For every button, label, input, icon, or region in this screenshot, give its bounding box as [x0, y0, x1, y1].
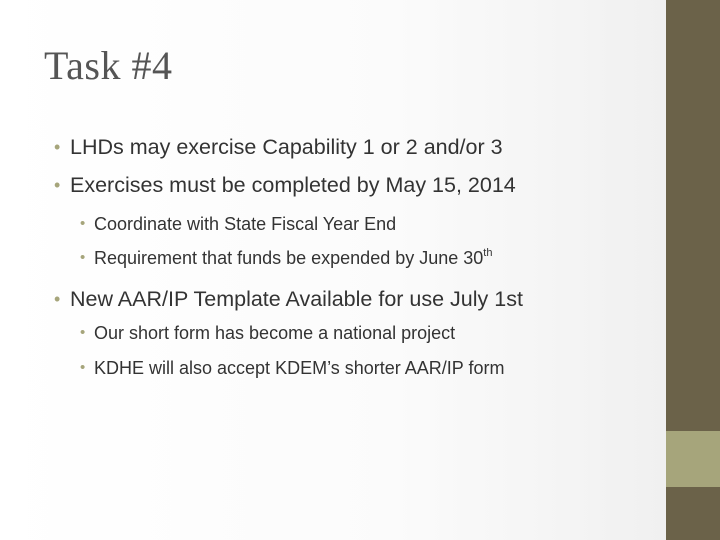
bullet-text: Coordinate with State Fiscal Year End: [94, 214, 397, 234]
bullet-dot: •: [54, 137, 61, 157]
bullet-dot: •: [54, 175, 61, 195]
ordinal-superscript: th: [483, 247, 493, 259]
bullet-dot: •: [80, 215, 86, 232]
sidebar-accent-bottom: [666, 487, 720, 540]
bullet-text-main: Requirement that funds be expended by June 30: [94, 248, 484, 268]
slide-title: Task #4: [44, 43, 173, 88]
bullet-dot: •: [54, 289, 61, 309]
sub-bullet-item: [80, 357, 505, 379]
bullet-item: [54, 134, 503, 160]
bullet-text: Exercises must be completed by May 15, 2014: [70, 173, 516, 197]
sub-bullet-item: [80, 213, 397, 235]
bullet-text: LHDs may exercise Capability 1 or 2 and/or 3: [70, 135, 503, 159]
bullet-text: Our short form has become a national project: [94, 323, 456, 343]
sidebar-accent-top: [666, 0, 720, 431]
sidebar-accent-middle: [666, 431, 720, 487]
sub-bullet-item: [80, 247, 493, 269]
bullet-dot: •: [80, 324, 86, 341]
bullet-text: [94, 248, 492, 268]
bullet-text: KDHE will also accept KDEM’s shorter AAR/IP form: [94, 358, 505, 378]
bullet-text: New AAR/IP Template Available for use July 1st: [70, 287, 523, 311]
bullet-dot: •: [80, 249, 86, 266]
bullet-item: [54, 286, 523, 312]
bullet-dot: •: [80, 359, 86, 376]
bullet-item: [54, 172, 516, 198]
sub-bullet-item: [80, 322, 456, 344]
